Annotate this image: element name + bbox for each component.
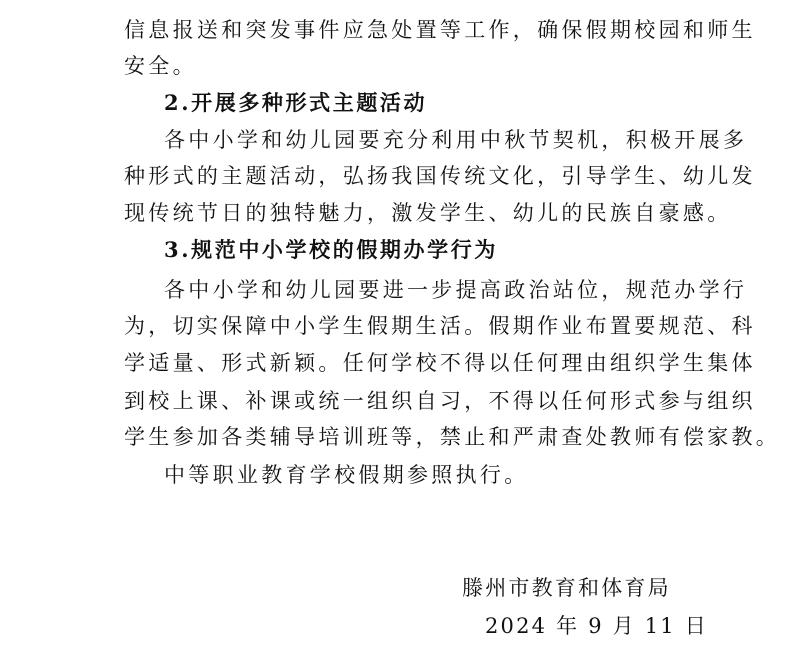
section-3-paragraph-line: 学适量、形式新颖。任何学校不得以任何理由组织学生集体 [124, 351, 756, 375]
section-2-heading: 2.开展多种形式主题活动 [164, 90, 428, 115]
signature-organization: 滕州市教育和体育局 [462, 576, 671, 600]
section-2-paragraph-line: 现传统节日的独特魅力，激发学生、幼儿的民族自豪感。 [124, 201, 732, 225]
body-line: 信息报送和突发事件应急处置等工作，确保假期校园和师生 [124, 18, 756, 42]
section-3-paragraph-line: 各中小学和幼儿园要进一步提高政治站位，规范办学行 [164, 278, 748, 302]
section-3-paragraph-line: 到校上课、补课或统一组织自习，不得以任何形式参与组织 [124, 389, 756, 413]
section-2-paragraph-line: 各中小学和幼儿园要充分利用中秋节契机，积极开展多 [164, 128, 748, 152]
closing-line: 中等职业教育学校假期参照执行。 [164, 463, 529, 487]
section-3-heading: 3.规范中小学校的假期办学行为 [164, 237, 498, 262]
section-3-paragraph-line: 学生参加各类辅导培训班等，禁止和严肃查处教师有偿家教。 [124, 425, 781, 449]
signature-date: 2024 年 9 月 11 日 [485, 614, 708, 638]
section-2-paragraph-line: 种形式的主题活动，弘扬我国传统文化，引导学生、幼儿发 [124, 164, 756, 188]
body-line: 安全。 [124, 54, 197, 78]
section-3-paragraph-line: 为，切实保障中小学生假期生活。假期作业布置要规范、科 [124, 314, 756, 338]
